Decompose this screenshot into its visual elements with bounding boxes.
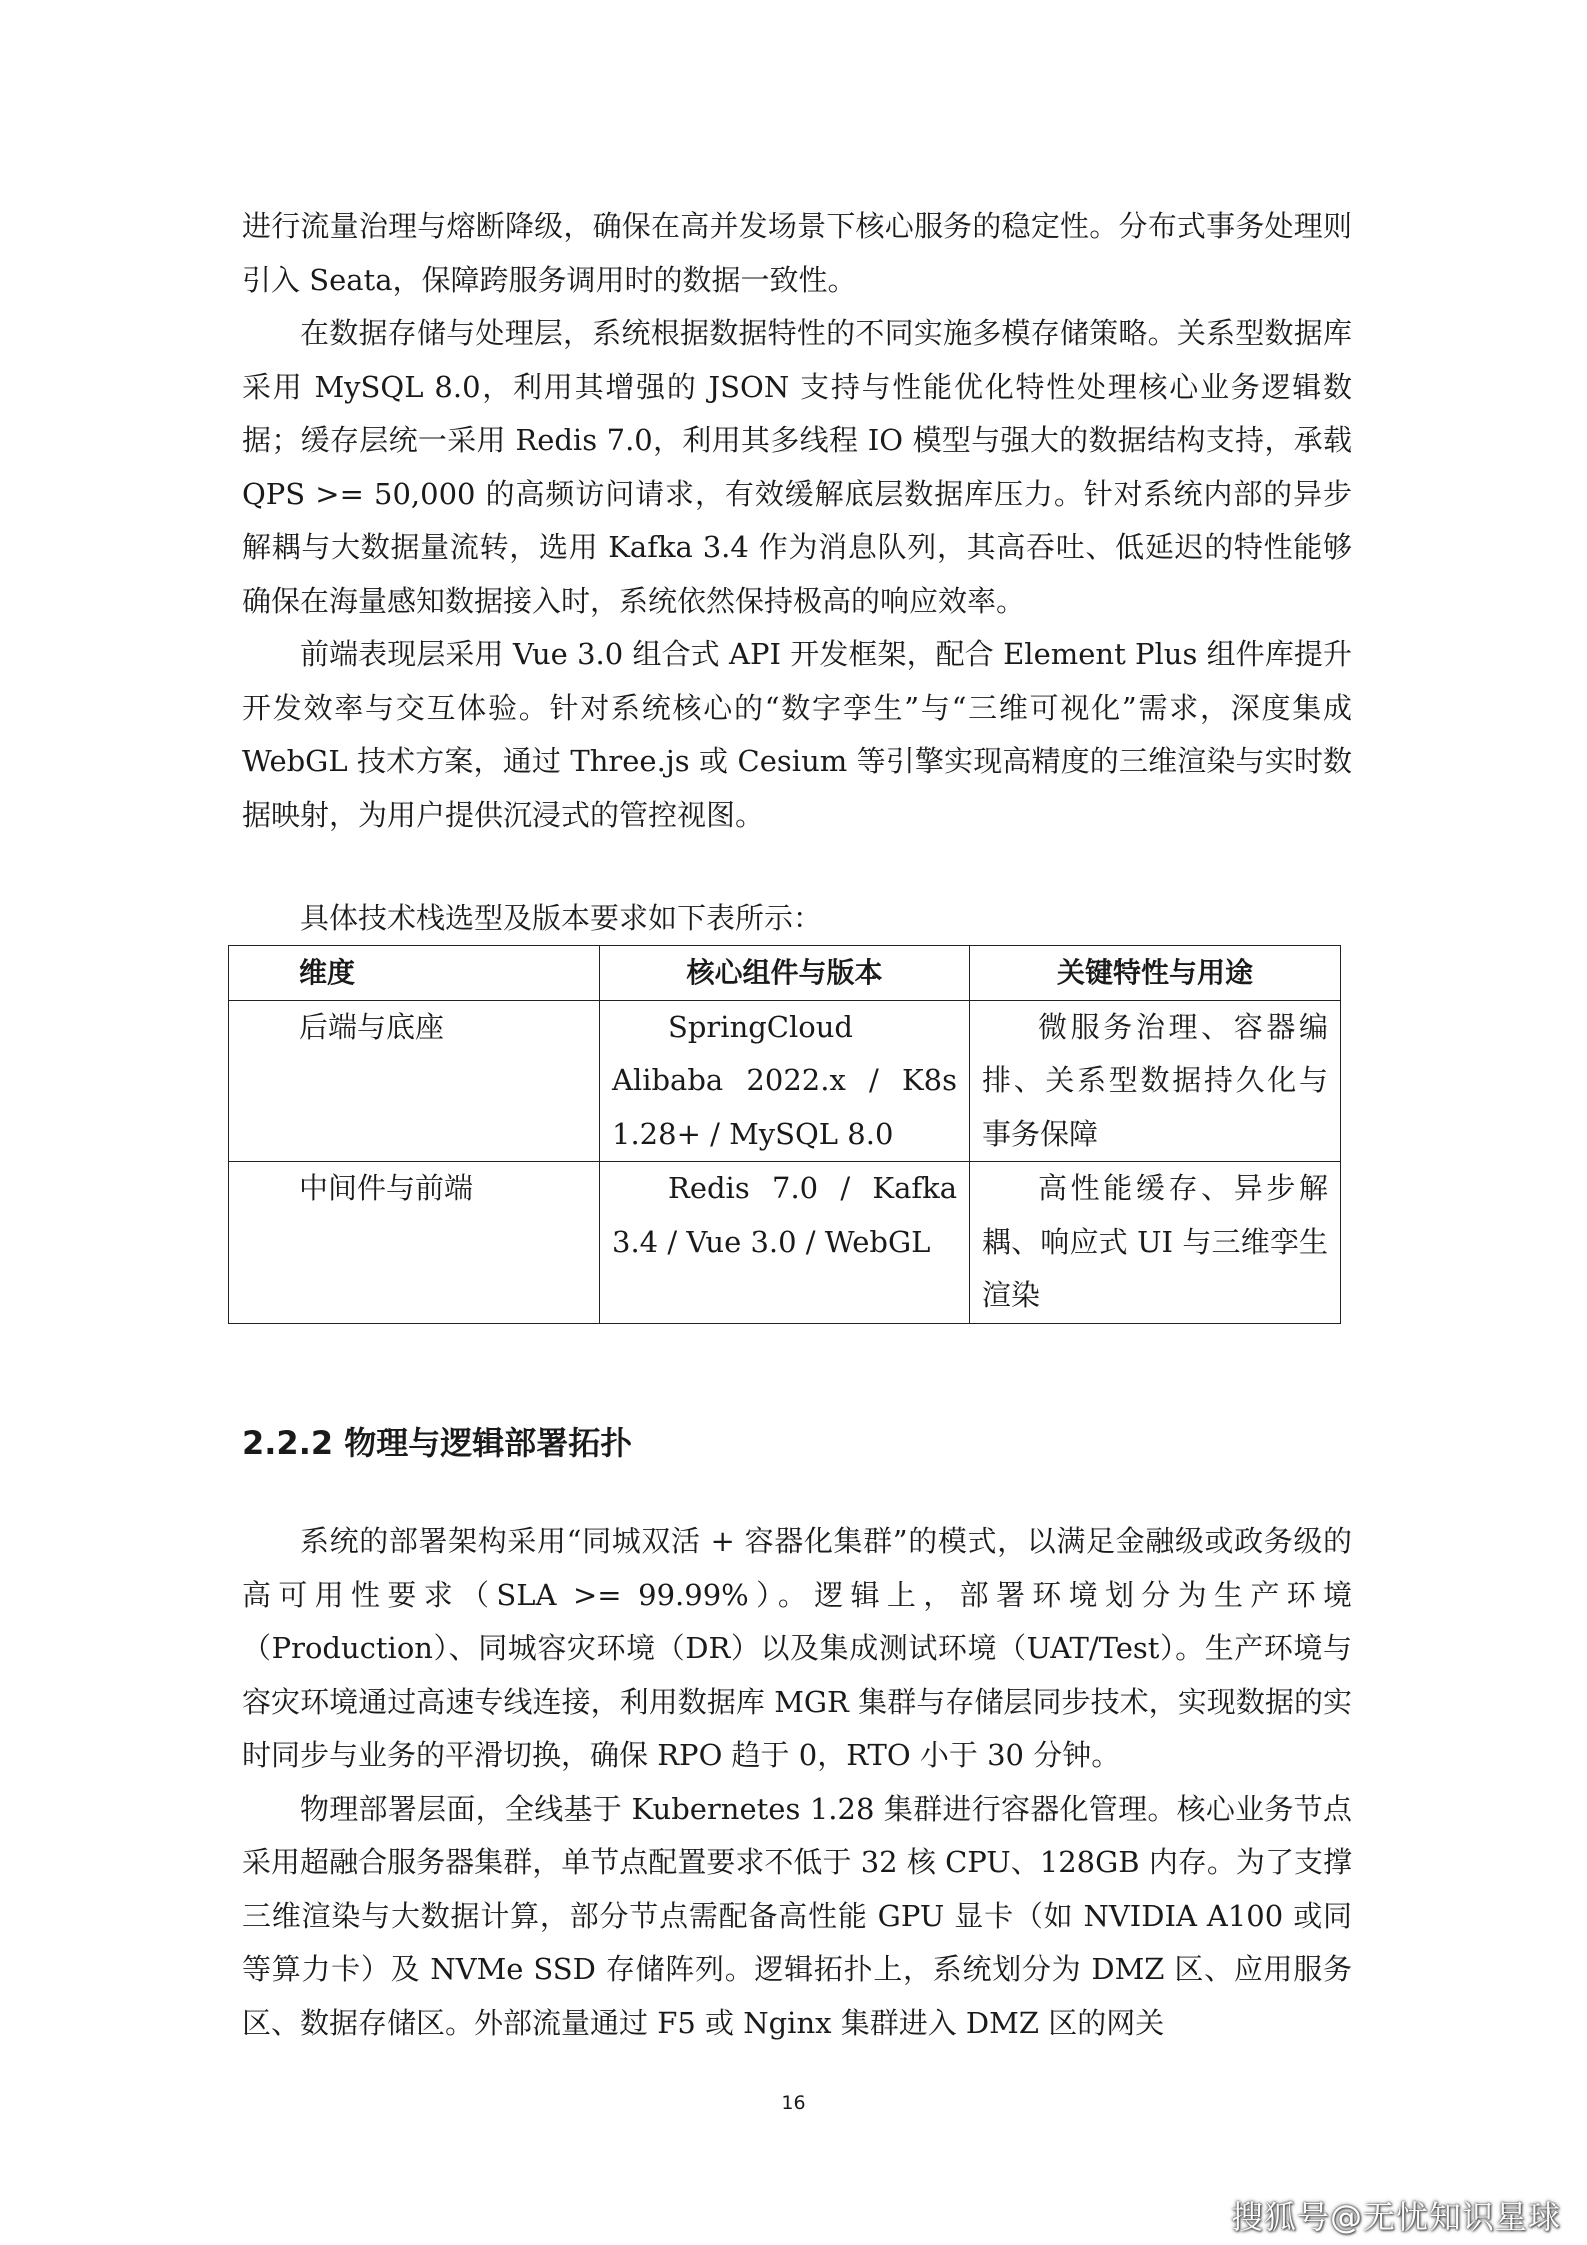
table-caption: 具体技术栈选型及版本要求如下表所示： xyxy=(300,901,823,935)
paragraph-continuation: 进行流量治理与熔断降级，确保在高并发场景下核心服务的稳定性。分布式事务处理则引入 Seata，保障跨服务调用时的数据一致性。 xyxy=(242,209,1352,297)
body-text-bottom xyxy=(242,1515,1352,2050)
paragraph-frontend: 前端表现层采用 Vue 3.0 组合式 API 开发框架，配合 Element Plus 组件库提升开发效率与交互体验。针对系统核心的“数字孪生”与“三维可视化”需求，深度集成 WebGL 技术方案，通过 Three.js 或 Cesium 等引擎实现高精度的三维渲染与实时数据映射，为用户提供沉浸式的管控视图。 xyxy=(242,637,1352,832)
tech-stack-table xyxy=(228,945,1341,1324)
cell-features xyxy=(970,1000,1341,1162)
cell-dimension: 后端与底座 xyxy=(229,1000,600,1162)
cell-dimension: 中间件与前端 xyxy=(229,1162,600,1324)
cell-features-text: 微服务治理、容器编排、关系型数据持久化与事务保障 xyxy=(982,1009,1328,1151)
body-text-top xyxy=(242,200,1352,842)
section-heading: 2.2.2 物理与逻辑部署拓扑 xyxy=(242,1424,633,1462)
cell-features xyxy=(970,1162,1341,1324)
table-header-row xyxy=(229,946,1341,1001)
cell-components xyxy=(600,1000,970,1162)
table-row xyxy=(229,1000,1341,1162)
cell-features-text: 高性能缓存、异步解耦、响应式 UI 与三维孪生渲染 xyxy=(982,1171,1328,1312)
header-dimension: 维度 xyxy=(229,946,600,1001)
cell-components-text: SpringCloud Alibaba 2022.x / K8s 1.28+ / MySQL 8.0 xyxy=(612,1009,957,1151)
watermark: 搜狐号@无忧知识星球 xyxy=(1230,2198,1561,2236)
paragraph-data-storage: 在数据存储与处理层，系统根据数据特性的不同实施多模存储策略。关系型数据库采用 MySQL 8.0，利用其增强的 JSON 支持与性能优化特性处理核心业务逻辑数据；缓存层统一采用 Redis 7.0，利用其多线程 IO 模型与强大的数据结构支持，承载 QPS >= 50,000 的高频访问请求，有效缓解底层数据库压力。针对系统内部的异步解耦与大数据量流转，选用 Kafka 3.4 作为消息队列，其高吞吐、低延迟的特性能够确保在海量感知数据接入时，系统依然保持极高的响应效率。 xyxy=(242,316,1352,618)
paragraph-deployment-architecture: 系统的部署架构采用“同城双活 + 容器化集群”的模式，以满足金融级或政务级的高可用性要求（SLA >= 99.99%）。逻辑上，部署环境划分为生产环境（Production）、同城容灾环境（DR）以及集成测试环境（UAT/Test）。生产环境与容灾环境通过高速专线连接，利用数据库 MGR 集群与存储层同步技术，实现数据的实时同步与业务的平滑切换，确保 RPO 趋于 0，RTO 小于 30 分钟。 xyxy=(242,1524,1352,1772)
cell-components-text: Redis 7.0 / Kafka 3.4 / Vue 3.0 / WebGL xyxy=(612,1171,957,1259)
header-features: 关键特性与用途 xyxy=(970,946,1341,1001)
paragraph-physical-deployment: 物理部署层面，全线基于 Kubernetes 1.28 集群进行容器化管理。核心业务节点采用超融合服务器集群，单节点配置要求不低于 32 核 CPU、128GB 内存。为了支撑三维渲染与大数据计算，部分节点需配备高性能 GPU 显卡（如 NVIDIA A100 或同等算力卡）及 NVMe SSD 存储阵列。逻辑拓扑上，系统划分为 DMZ 区、应用服务区、数据存储区。外部流量通过 F5 或 Nginx 集群进入 DMZ 区的网关 xyxy=(242,1791,1352,2040)
page-number: 16 xyxy=(781,2092,806,2114)
table-row xyxy=(229,1162,1341,1324)
header-components: 核心组件与版本 xyxy=(600,946,970,1001)
cell-components xyxy=(600,1162,970,1324)
